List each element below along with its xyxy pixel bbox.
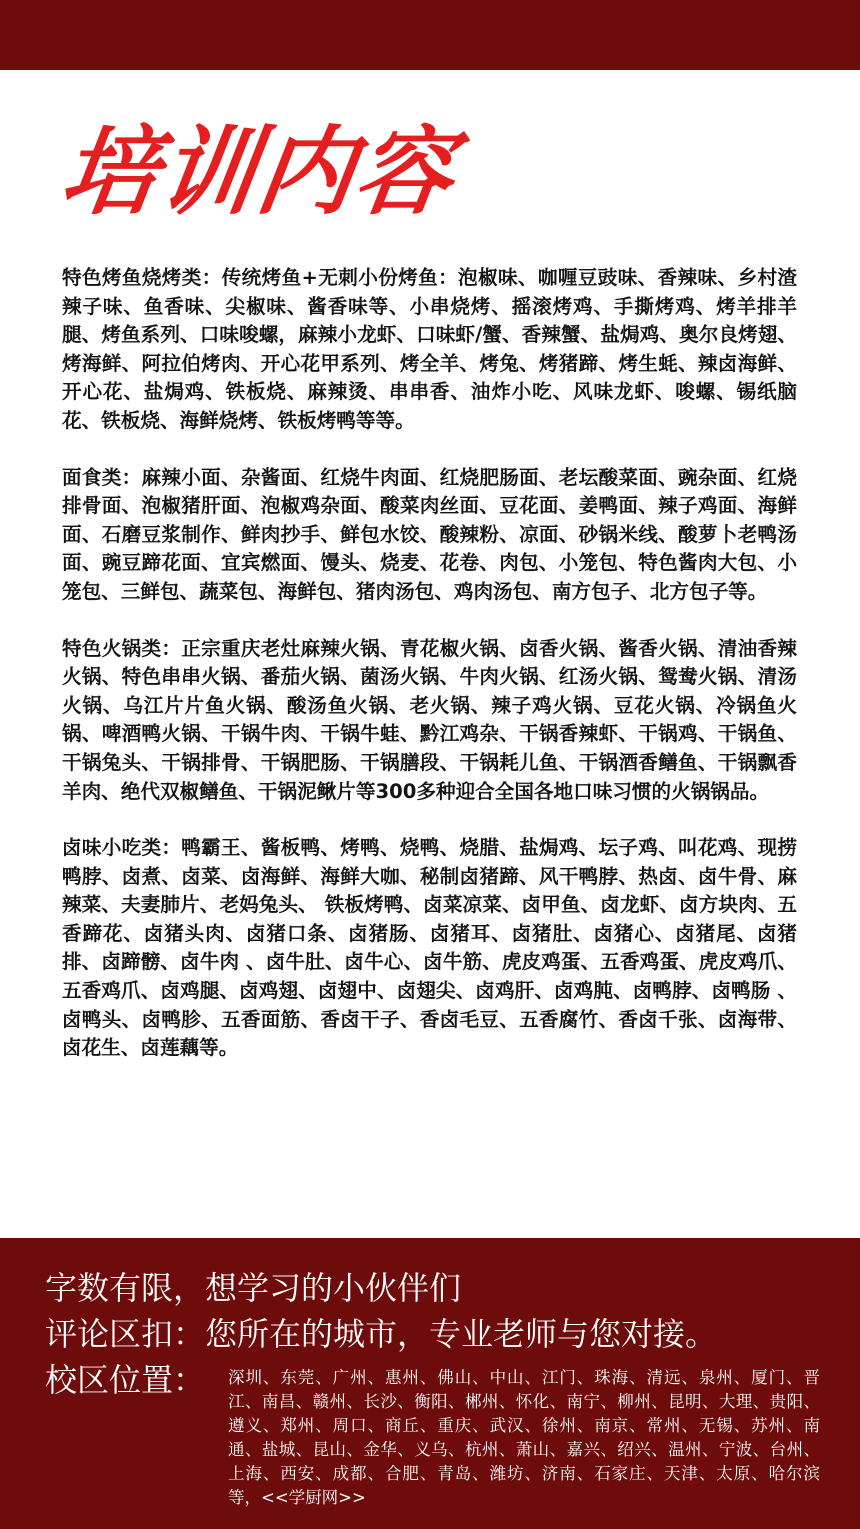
footer-cta-line-2: 评论区扣：您所在的城市，专业老师与您对接。 [45, 1315, 718, 1353]
footer-cta-line-1: 字数有限，想学习的小伙伴们 [45, 1269, 462, 1307]
footer-panel [0, 1238, 860, 1529]
campus-list: 深圳、东莞、广州、惠州、佛山、中山、江门、珠海、清远、泉州、厦门、晋江、南昌、赣州、长沙、衡阳、郴州、怀化、南宁、柳州、昆明、大理、贵阳、遵义、郑州、周口、商丘、重庆、武汉、徐州、南京、常州、无锡、苏州、南通、盐城、昆山、金华、义乌、杭州、萧山、嘉兴、绍兴、温州、宁波、台州、上海、西安、成都、合肥、青岛、潍坊、济南、石家庄、天津、太原、哈尔滨等，<<学厨网>> [228, 1368, 820, 1507]
page-title: 培训内容 [54, 116, 462, 228]
top-banner [0, 0, 860, 70]
section-grilled-fish-bbq: 特色烤鱼烧烤类：传统烤鱼+无刺小份烤鱼：泡椒味、咖喱豆豉味、香辣味、乡村渣辣子味、鱼香味、尖椒味、酱香味等、小串烧烤、摇滚烤鸡、手撕烤鸡、烤羊排羊腿、烤鱼系列、口味唆螺，麻辣小龙虾、口味虾/蟹、香辣蟹、盐焗鸡、奥尔良烤翅、烤海鲜、阿拉伯烤肉、开心花甲系列、烤全羊、烤兔、烤猪蹄、烤生蚝、辣卤海鲜、开心花、盐焗鸡、铁板烧、麻辣烫、串串香、油炸小吃、风味龙虾、唆螺、锡纸脑花、铁板烧、海鲜烧烤、铁板烤鸭等等。 [62, 266, 797, 432]
section-noodles-pastry: 面食类：麻辣小面、杂酱面、红烧牛肉面、红烧肥肠面、老坛酸菜面、豌杂面、红烧排骨面、泡椒猪肝面、泡椒鸡杂面、酸菜肉丝面、豆花面、姜鸭面、辣子鸡面、海鲜面、石磨豆浆制作、鲜肉抄手、鲜包水饺、酸辣粉、凉面、砂锅米线、酸萝卜老鸭汤面、豌豆蹄花面、宜宾燃面、馒头、烧麦、花卷、肉包、小笼包、特色酱肉大包、小笼包、三鲜包、蔬菜包、海鲜包、猪肉汤包、鸡肉汤包、南方包子、北方包子等。 [62, 465, 797, 603]
campus-label: 校区位置： [45, 1361, 206, 1399]
content-area [62, 264, 797, 1091]
section-hotpot: 特色火锅类：正宗重庆老灶麻辣火锅、青花椒火锅、卤香火锅、酱香火锅、清油香辣火锅、特色串串火锅、番茄火锅、菌汤火锅、牛肉火锅、红汤火锅、鸳鸯火锅、清汤火锅、乌江片片鱼火锅、酸汤鱼火锅、老火锅、辣子鸡火锅、豆花火锅、冷锅鱼火锅、啤酒鸭火锅、干锅牛肉、干锅牛蛙、黔江鸡杂、干锅香辣虾、干锅鸡、干锅鱼、干锅兔头、干锅排骨、干锅肥肠、干锅膳段、干锅耗儿鱼、干锅酒香鳝鱼、干锅飘香羊肉、绝代双椒鳝鱼、干锅泥鳅片等300多种迎合全国各地口味习惯的火锅锅品。 [62, 636, 797, 803]
section-braised-snacks: 卤味小吃类：鸭霸王、酱板鸭、烤鸭、烧鸭、烧腊、盐焗鸡、坛子鸡、叫花鸡、现捞鸭脖、卤煮、卤菜、卤海鲜、海鲜大咖、秘制卤猪蹄、风干鸭脖、热卤、卤牛骨、麻辣菜、夫妻肺片、老妈兔头、 铁板烤鸭、卤菜凉菜、卤甲鱼、卤龙虾、卤方块肉、五香蹄花、卤猪头肉、卤猪口条、卤猪肠、卤猪耳、卤猪肚、卤猪心、卤猪尾、卤猪排、卤蹄髈、卤牛肉 、卤牛肚、卤牛心、卤牛筋、虎皮鸡蛋、五香鸡蛋、虎皮鸡爪、五香鸡爪、卤鸡腿、卤鸡翅、卤翅中、卤翅尖、卤鸡肝、卤鸡肫、卤鸭脖、卤鸭肠 、卤鸭头、卤鸭胗、五香面筋、香卤干子、香卤毛豆、五香腐竹、香卤千张、卤海带、卤花生、卤莲藕等。 [62, 836, 797, 1060]
